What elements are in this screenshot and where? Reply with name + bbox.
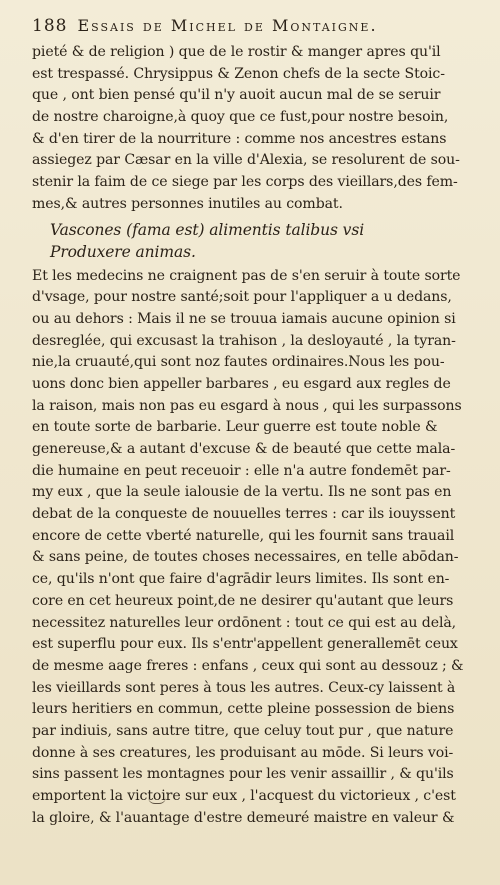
paragraph-1-line: de nostre charoigne,à quoy que ce fust,pour nostre besoin, [32,109,449,126]
paragraph-2-line: leurs heritiers en commun, cette pleine possession de biens [32,701,455,718]
paragraph-2-line: encore de cette vberté naturelle, qui les fournit sans trauail [32,527,455,544]
paragraph-2-line: d'vsage, pour nostre santé;soit pour l'appliquer a u dedans, [32,289,452,306]
paragraph-2-line: en toute sorte de barbarie. Leur guerre est toute noble & [32,419,438,436]
running-title: Essais de Michel de Montaigne. [77,16,378,35]
paragraph-2-line: nie,la cruauté,qui sont noz fautes ordinaires.Nous les pou- [32,354,445,371]
paragraph-2-line: sins passent les montagnes pour les venir assaillir , & qu'ils [32,766,454,783]
paragraph-2-line: & sans peine, de toutes choses necessaires, en telle abōdan- [32,549,459,566]
paragraph-2-line: par indiuis, sans autre titre, que celuy tout pur , que nature [32,722,454,739]
paragraph-2-line: est superflu pour eux. Ils s'entr'appellent generallemēt ceux [32,636,458,653]
paragraph-1-line: mes,& autres personnes inutiles au combat. [32,195,343,212]
running-header [32,16,472,36]
paragraph-2-line: debat de la conqueste de nouuelles terres : car ils iouyssent [32,506,456,523]
paragraph-1-line: & d'en tirer de la nourriture : comme nos ancestres estans [32,130,447,147]
paragraph-2-line: my eux , que la seule ialousie de la vertu. Ils ne sont pas en [32,484,452,501]
paragraph-2-line: de mesme aage freres : enfans , ceux qui sont au dessouz ; & [32,657,464,674]
paragraph-2-line: desreglée, qui excusast la trahison , la desloyauté , la tyran- [32,332,456,349]
quote-line: Vascones (fama est) alimentis talibus vsi [50,220,365,239]
paragraph-2-line: les vieillards sont peres à tous les autres. Ceux-cy laissent à [32,679,456,696]
latin-quotation [32,219,484,264]
paragraph-2-line: necessitez naturelles leur ordōnent : tout ce qui est au delà, [32,614,457,631]
paragraph-2-line: genereuse,& a autant d'excuse & de beauté que cette mala- [32,441,456,457]
paragraph-2-line: ce, qu'ils n'ont que faire d'agrādir leurs limites. Ils sont en- [32,571,450,588]
paragraph-2-line: uons donc bien appeller barbares , eu esgard aux regles de [32,375,451,392]
paragraph-2-line: la gloire, & l'auantage d'estre demeuré maistre en valeur & [32,809,455,826]
paragraph-2-line: die humaine en peut receuoir : elle n'a autre fondemēt par- [32,462,451,479]
paragraph-2-line: Et les medecins ne craignent pas de s'en seruir à toute sorte [32,267,461,284]
paragraph-2-line: ou au dehors : Mais il ne se trouua iamais aucune opinion si [32,310,456,327]
paragraph-1 [32,42,484,216]
paragraph-2-line: emportent la victoire sur eux , l'acquest du victorieux , c'est [32,788,456,804]
paragraph-2-line: donne à ses creatures, les produisant au mōde. Si leurs voi- [32,744,454,761]
quote-line: Produxere animas. [50,243,196,261]
paragraph-1-line: pieté & de religion ) que de le rostir & manger apres qu'il [32,44,441,60]
paragraph-1-line: est trespassé. Chrysippus & Zenon chefs de la secte Stoic- [32,65,445,82]
paragraph-1-line: assiegez par Cæsar en la ville d'Alexia, se resolurent de sou- [32,152,460,169]
paragraph-1-line: que , ont bien pensé qu'il n'y auoit aucun mal de se seruir [32,87,441,104]
paragraph-1-line: stenir la faim de ce siege par les corps des vieillars,des fem- [32,174,458,191]
paragraph-2-line: core en cet heureux point,de ne desirer qu'autant que leurs [32,592,454,609]
paragraph-2-line: la raison, mais non pas eu esgard à nous , qui les surpassons [32,397,462,414]
page-body [32,42,484,829]
page-number: 188 [32,16,68,36]
paragraph-2 [32,266,484,830]
